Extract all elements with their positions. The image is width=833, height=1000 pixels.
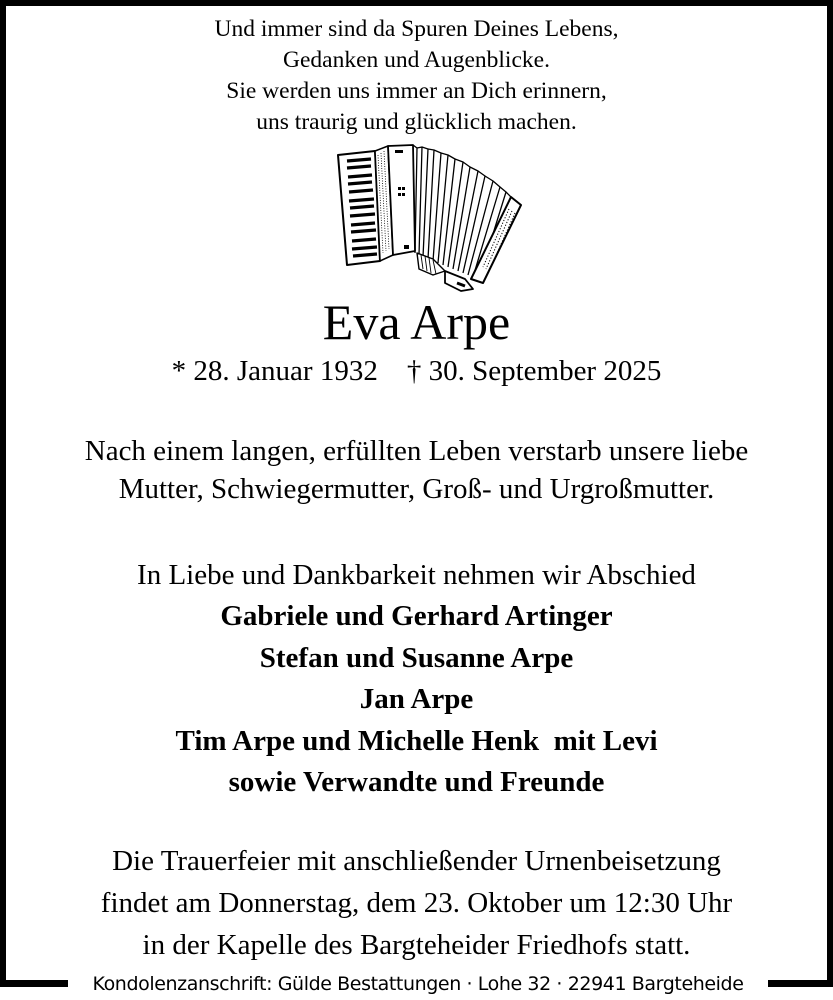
service-line: findet am Donnerstag, dem 23. Oktober um 12:30 Uhr <box>100 887 733 919</box>
announcement-line: Nach einem langen, erfüllten Leben verstarb unsere liebe <box>84 435 749 467</box>
mourners-list <box>0 596 833 804</box>
accordion-icon <box>333 143 528 293</box>
memorial-poem <box>0 14 833 138</box>
mourner-entry: Gabriele und Gerhard Artinger <box>220 600 613 632</box>
mourner-entry: Stefan und Susanne Arpe <box>259 641 574 674</box>
death-announcement <box>0 432 833 508</box>
service-line: Die Trauerfeier mit anschließender Urnenbeisetzung <box>112 845 721 877</box>
frame-bottom-rule-right <box>768 980 833 987</box>
mourner-entry: Jan Arpe <box>359 683 474 715</box>
poem-line: Sie werden uns immer an Dich erinnern, <box>226 78 607 104</box>
funeral-service-info <box>0 840 833 966</box>
poem-line: uns traurig und glücklich machen. <box>256 109 577 135</box>
frame-bottom-rule-left <box>0 980 68 987</box>
farewell-heading <box>0 554 833 596</box>
poem-line: Gedanken und Augenblicke. <box>283 47 550 73</box>
announcement-line: Mutter, Schwiegermutter, Groß- und Urgroßmutter. <box>118 473 715 505</box>
deceased-name: Eva Arpe <box>322 294 511 350</box>
service-line: in der Kapelle des Bargteheider Friedhofs statt. <box>142 929 691 961</box>
mourner-entry: Tim Arpe und Michelle Henk mit Levi <box>175 724 658 757</box>
condolence-address: Kondolenzanschrift: Gülde Bestattungen · Lohe 32 · 22941 Bargteheide <box>92 973 744 995</box>
farewell-heading-text: In Liebe und Dankbarkeit nehmen wir Abschied <box>137 559 696 591</box>
mourner-entry: sowie Verwandte und Freunde <box>228 766 605 798</box>
poem-line: Und immer sind da Spuren Deines Lebens, <box>214 16 619 42</box>
life-dates: * 28. Januar 1932 † 30. September 2025 <box>171 355 662 387</box>
